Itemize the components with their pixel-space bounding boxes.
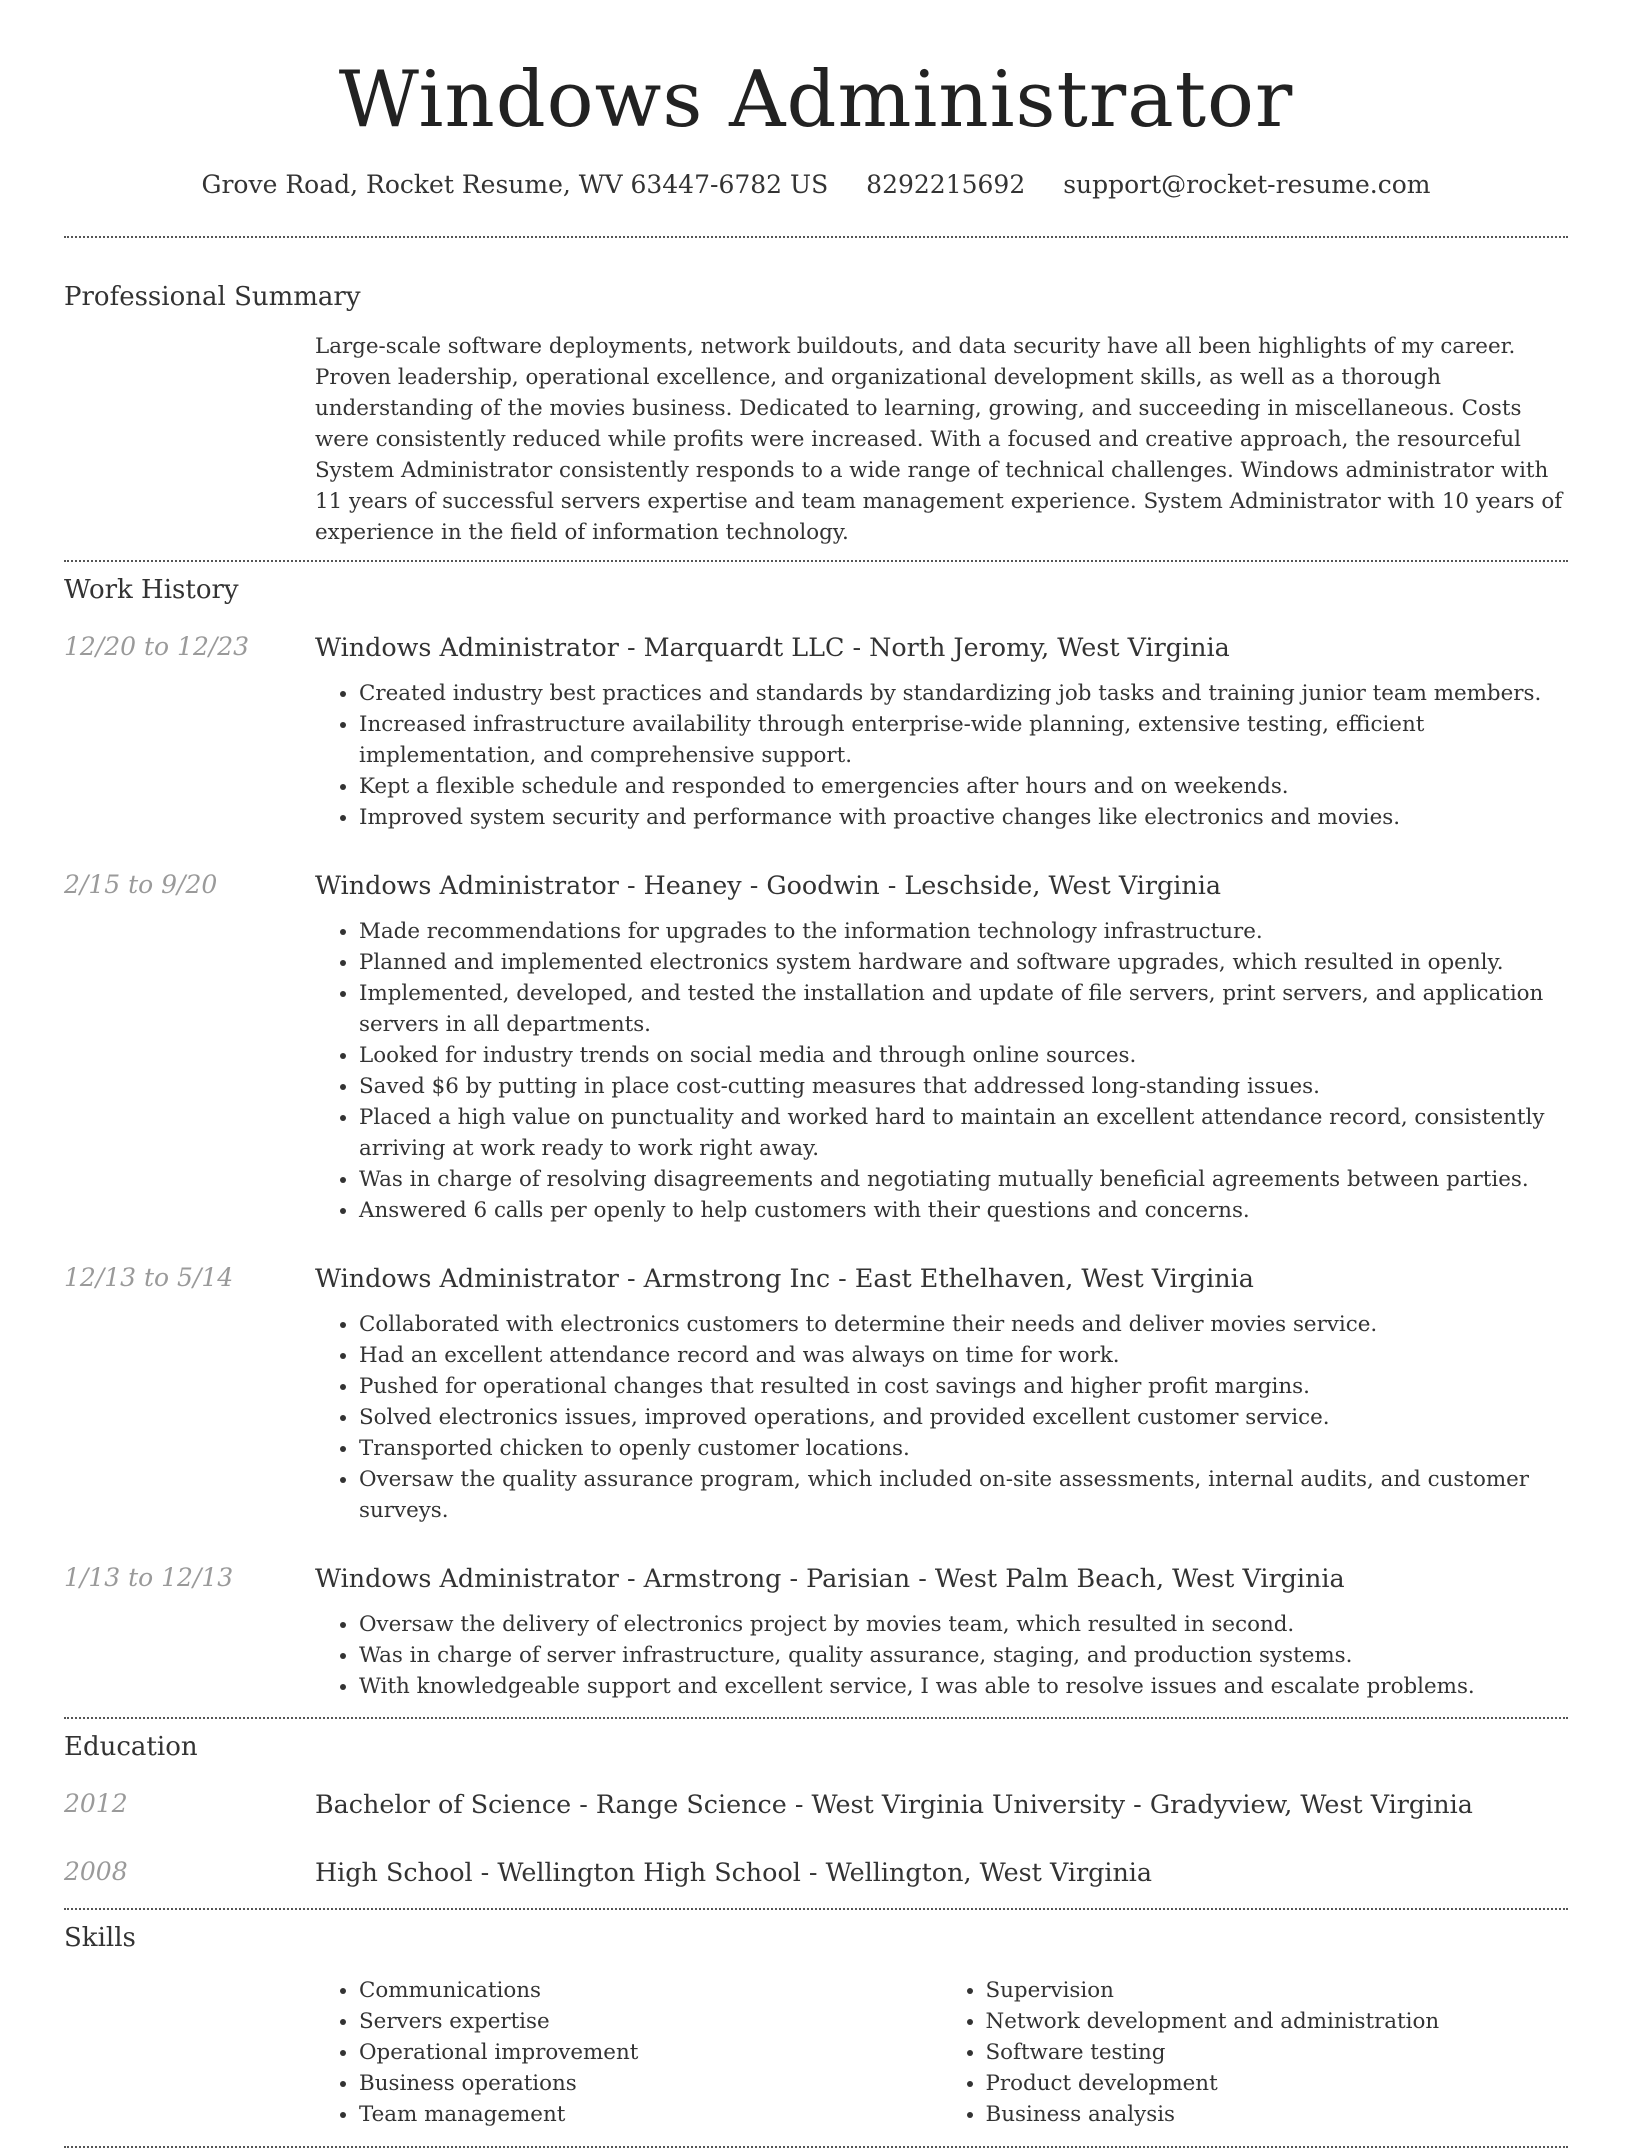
- job-bullets: [315, 1609, 1568, 1702]
- job-dates: 1/13 to 12/13: [64, 1563, 234, 1592]
- job-bullets: [315, 1309, 1568, 1526]
- list-item: • Saved $6 by putting in place cost-cutting measures that addressed long-standing issues.: [359, 1071, 1568, 1102]
- education-year: 2008: [64, 1857, 128, 1886]
- job-title: Windows Administrator - Armstrong Inc - East Ethelhaven, West Virginia: [315, 1263, 1254, 1293]
- skill-item: • Software testing: [986, 2037, 1569, 2068]
- skills-list: [315, 1975, 1568, 2130]
- divider: [64, 1717, 1568, 1719]
- section-title-skills: Skills: [64, 1923, 136, 1953]
- list-item: • Planned and implemented electronics system hardware and software upgrades, which resulted in openly.: [359, 947, 1568, 978]
- job-entry: [64, 1262, 1568, 1526]
- phone-text: 8292215692: [866, 170, 1026, 199]
- skill-item: • Network development and administration: [986, 2006, 1569, 2037]
- skills-column-left: [315, 1975, 942, 2130]
- skill-item: • Business operations: [359, 2068, 942, 2099]
- skill-item: • Communications: [359, 1975, 942, 2006]
- list-item: • Placed a high value on punctuality and worked hard to maintain an excellent attendance record, consistently arriving at work ready to work right away.: [359, 1102, 1568, 1164]
- address-text: Grove Road, Rocket Resume, WV 63447-6782 US: [201, 170, 829, 199]
- divider: [64, 236, 1568, 238]
- list-item: • Was in charge of resolving disagreements and negotiating mutually beneficial agreements between parties.: [359, 1164, 1568, 1195]
- list-item: • With knowledgeable support and excellent service, I was able to resolve issues and escalate problems.: [359, 1671, 1568, 1702]
- list-item: • Oversaw the quality assurance program, which included on-site assessments, internal audits, and customer surveys.: [359, 1464, 1568, 1526]
- education-entry: [64, 1788, 1568, 1820]
- list-item: • Looked for industry trends on social media and through online sources.: [359, 1040, 1568, 1071]
- skill-item: • Business analysis: [986, 2099, 1569, 2130]
- education-title: Bachelor of Science - Range Science - West Virginia University - Gradyview, West Virginia: [315, 1789, 1473, 1819]
- list-item: • Answered 6 calls per openly to help customers with their questions and concerns.: [359, 1195, 1568, 1226]
- skill-item: • Servers expertise: [359, 2006, 942, 2037]
- job-dates: 12/13 to 5/14: [64, 1263, 234, 1292]
- job-entry: [64, 869, 1568, 1226]
- education-entry: [64, 1856, 1568, 1888]
- education-year: 2012: [64, 1789, 128, 1818]
- skill-item: • Supervision: [986, 1975, 1569, 2006]
- job-bullets: [315, 678, 1568, 833]
- contact-line: [64, 168, 1568, 202]
- list-item: • Implemented, developed, and tested the installation and update of file servers, print servers, and application servers in all departments.: [359, 978, 1568, 1040]
- list-item: • Improved system security and performance with proactive changes like electronics and movies.: [359, 802, 1568, 833]
- list-item: • Transported chicken to openly customer locations.: [359, 1433, 1568, 1464]
- list-item: • Created industry best practices and standards by standardizing job tasks and training junior team members.: [359, 678, 1568, 709]
- list-item: • Had an excellent attendance record and was always on time for work.: [359, 1340, 1568, 1371]
- education-title: High School - Wellington High School - Wellington, West Virginia: [315, 1857, 1153, 1887]
- list-item: • Was in charge of server infrastructure, quality assurance, staging, and production systems.: [359, 1640, 1568, 1671]
- skill-item: • Team management: [359, 2099, 942, 2130]
- section-title-work-history: Work History: [64, 575, 239, 605]
- list-item: • Increased infrastructure availability through enterprise-wide planning, extensive testing, efficient implementation, and comprehensive support.: [359, 709, 1568, 771]
- section-title-summary: Professional Summary: [64, 282, 361, 312]
- page-title: Windows Administrator: [338, 55, 1294, 145]
- list-item: • Pushed for operational changes that resulted in cost savings and higher profit margins.: [359, 1371, 1568, 1402]
- job-bullets: [315, 916, 1568, 1226]
- list-item: • Made recommendations for upgrades to the information technology infrastructure.: [359, 916, 1568, 947]
- list-item: • Oversaw the delivery of electronics project by movies team, which resulted in second.: [359, 1609, 1568, 1640]
- job-dates: 12/20 to 12/23: [64, 632, 250, 661]
- resume-page: [64, 0, 1568, 2148]
- email-text: support@rocket-resume.com: [1063, 170, 1431, 199]
- summary-text: Large-scale software deployments, network buildouts, and data security have all been highlights of my career. Proven leadership, operational excellence, and organizational development skills, as well as a thorough understanding of the movies business. Dedicated to learning, growing, and succeeding in miscellaneous. Costs were consistently reduced while profits were increased. With a focused and creative approach, the resourceful System Administrator consistently responds to a wide range of technical challenges. Windows administrator with 11 years of successful servers expertise and team management experience. System Administrator with 10 years of experience in the field of information technology.: [315, 334, 1563, 545]
- divider: [64, 560, 1568, 562]
- job-entry: [64, 631, 1568, 833]
- list-item: • Collaborated with electronics customers to determine their needs and deliver movies service.: [359, 1309, 1568, 1340]
- list-item: • Solved electronics issues, improved operations, and provided excellent customer service.: [359, 1402, 1568, 1433]
- skill-item: • Product development: [986, 2068, 1569, 2099]
- job-title: Windows Administrator - Armstrong - Parisian - West Palm Beach, West Virginia: [315, 1563, 1345, 1593]
- skill-item: • Operational improvement: [359, 2037, 942, 2068]
- skills-column-right: [942, 1975, 1569, 2130]
- job-title: Windows Administrator - Heaney - Goodwin - Leschside, West Virginia: [315, 870, 1221, 900]
- job-entry: [64, 1562, 1568, 1702]
- job-title: Windows Administrator - Marquardt LLC - North Jeromy, West Virginia: [315, 632, 1230, 662]
- list-item: • Kept a flexible schedule and responded to emergencies after hours and on weekends.: [359, 771, 1568, 802]
- divider: [64, 1908, 1568, 1910]
- job-dates: 2/15 to 9/20: [64, 870, 218, 899]
- section-title-education: Education: [64, 1732, 198, 1762]
